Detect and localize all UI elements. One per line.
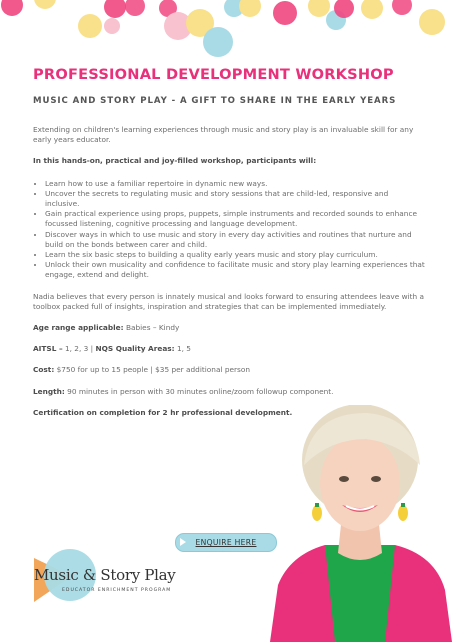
page-subtitle: MUSIC AND STORY PLAY - A GIFT TO SHARE IN THE EARLY YEARS <box>33 96 397 106</box>
length: Length: 90 minutes in person with 30 minutes online/zoom followup component. <box>33 386 334 396</box>
arrow-icon <box>180 538 186 546</box>
age-range: Age range applicable: Babies – Kindy <box>33 323 180 333</box>
list-item: • Discover ways in which to use music and story in every day activities and routines that nurture and build on the bonds between carer and child. <box>45 230 425 250</box>
presenter-portrait <box>270 405 452 642</box>
music-story-play-logo <box>30 548 200 604</box>
list-item: • Learn the six basic steps to building a quality early years music and story play curriculum. <box>45 250 425 260</box>
outcomes-list <box>33 179 425 281</box>
list-item: • Learn how to use a familiar repertoire in dynamic new ways. <box>45 179 425 189</box>
decorative-dots-banner <box>0 0 452 62</box>
enquire-button-label: ENQUIRE HERE <box>195 538 257 547</box>
workshop-description <box>33 125 425 429</box>
cost: Cost: $750 for up to 15 people | $35 per additional person <box>33 365 250 375</box>
intro-paragraph: Extending on children's learning experiences through music and story play is an invaluable skill for any early years educator. <box>33 125 414 145</box>
aitsl-nqs: AITSL – 1, 2, 3 | NQS Quality Areas: 1, 5 <box>33 344 191 354</box>
lead-paragraph: In this hands-on, practical and joy-filled workshop, participants will: <box>33 156 317 166</box>
belief-paragraph: Nadia believes that every person is innately musical and looks forward to ensuring attendees leave with a toolbox packed full of insights, inspiration and strategies that can be implemented immediately. <box>33 291 425 311</box>
logo-tagline: EDUCATOR ENRICHMENT PROGRAM <box>62 588 172 593</box>
list-item: • Gain practical experience using props, puppets, simple instruments and recorded sounds to enhance focussed listening, cognitive processing and language development. <box>45 209 425 229</box>
certification: Certification on completion for 2 hr professional development. <box>33 407 293 417</box>
page-title: PROFESSIONAL DEVELOPMENT WORKSHOP <box>33 66 394 83</box>
logo-name: Music & Story Play <box>34 566 176 584</box>
list-item: • Unlock their own musicality and confidence to facilitate music and story play learning experiences that engage, extend and delight. <box>45 260 425 280</box>
list-item: • Uncover the secrets to regulating music and story sessions that are child-led, responsive and inclusive. <box>45 189 425 209</box>
